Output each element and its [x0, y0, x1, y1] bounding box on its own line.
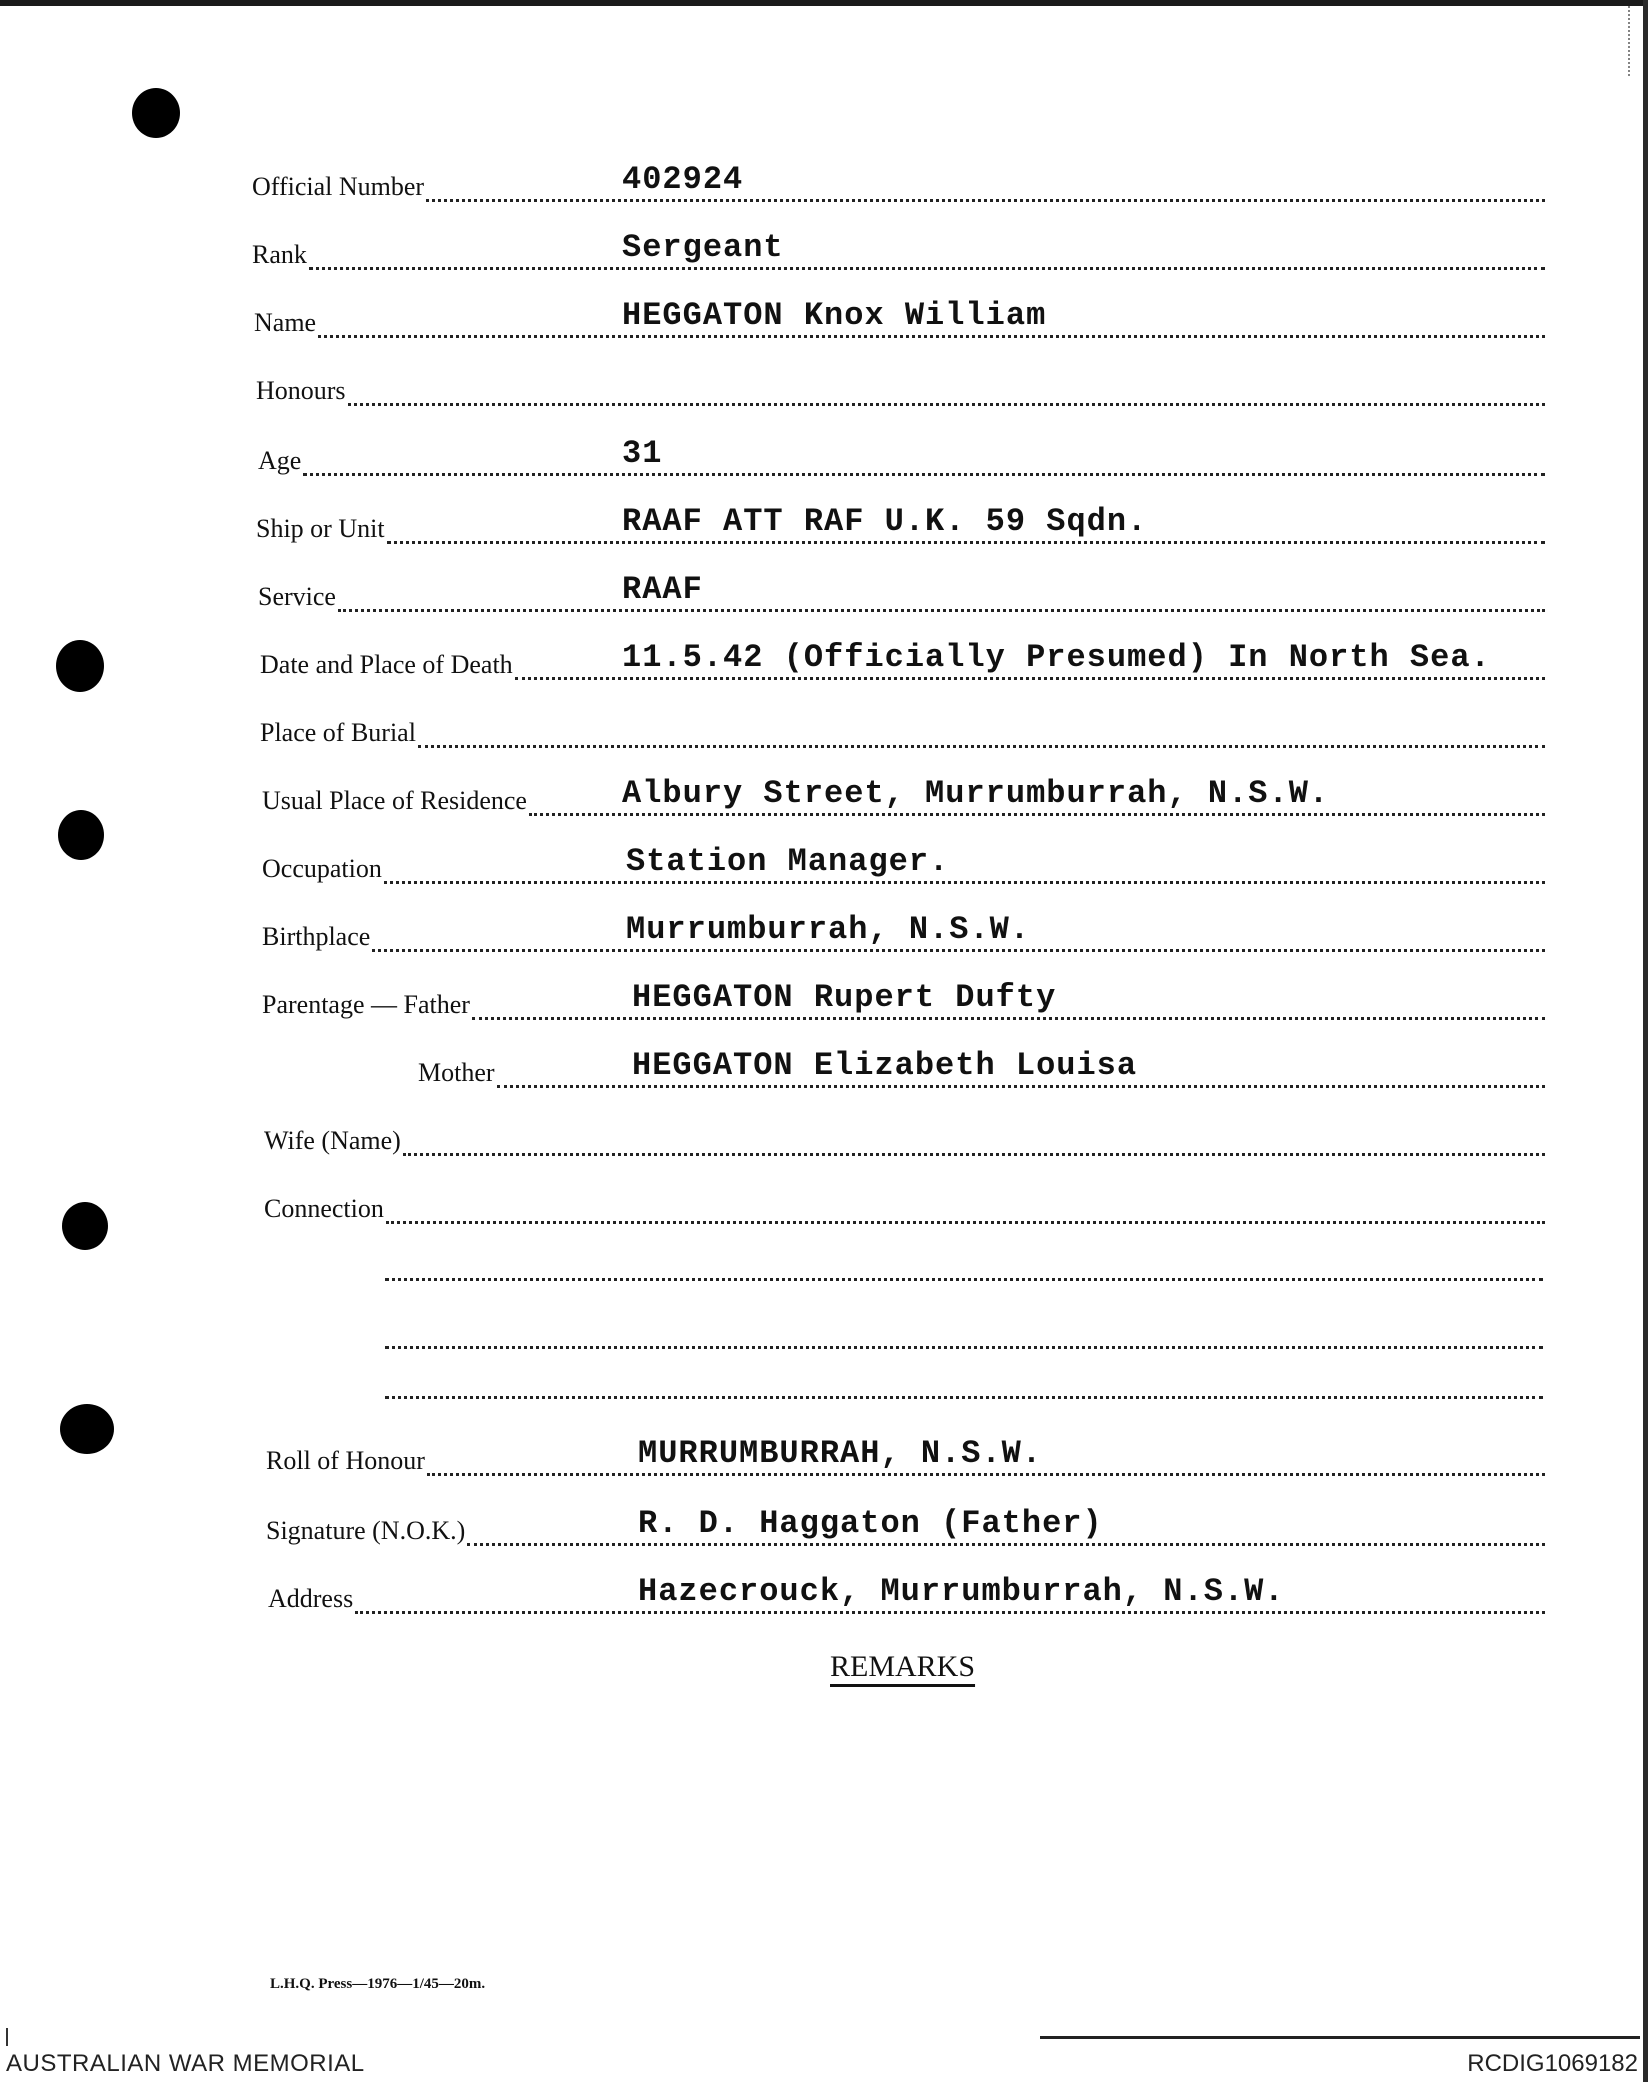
- scan-top-edge: [0, 0, 1648, 6]
- field-row-occupation: [0, 832, 1648, 892]
- field-label: Age: [258, 446, 302, 475]
- dotted-leader: [403, 1153, 1545, 1156]
- field-label: Address: [268, 1584, 354, 1613]
- field-row-ship-or-unit: [0, 492, 1648, 552]
- field-value: R. D. Haggaton (Father): [638, 1505, 1103, 1542]
- dotted-leader: [348, 403, 1545, 406]
- dotted-leader: [355, 1611, 1545, 1614]
- field-value: HEGGATON Knox William: [622, 297, 1047, 334]
- field-label: Roll of Honour: [266, 1446, 425, 1475]
- archive-name: AUSTRALIAN WAR MEMORIAL: [6, 2050, 365, 2077]
- field-row-parentage-father: [0, 968, 1648, 1028]
- field-value: Hazecrouck, Murrumburrah, N.S.W.: [638, 1573, 1285, 1610]
- dotted-leader: [529, 813, 1545, 816]
- field-label: Signature (N.O.K.): [266, 1516, 466, 1545]
- field-label: Parentage — Father: [262, 990, 470, 1019]
- dotted-leader: [384, 881, 1545, 884]
- field-label: Wife (Name): [264, 1126, 401, 1155]
- field-row-signature-n-o-k: [0, 1494, 1648, 1554]
- field-label: Date and Place of Death: [260, 650, 513, 679]
- field-label: Birthplace: [262, 922, 371, 951]
- field-label: Place of Burial: [260, 718, 416, 747]
- field-label: Usual Place of Residence: [262, 786, 527, 815]
- dotted-leader: [426, 199, 1545, 202]
- field-value: Albury Street, Murrumburrah, N.S.W.: [622, 775, 1330, 812]
- dotted-leader: [497, 1085, 1545, 1088]
- field-row-birthplace: [0, 900, 1648, 960]
- field-value: 402924: [622, 161, 744, 198]
- printer-imprint: L.H.Q. Press—1976—1/45—20m.: [270, 1976, 486, 1992]
- field-row-wife-name: [0, 1104, 1648, 1164]
- dotted-leader: [309, 267, 1545, 270]
- field-label: Service: [258, 582, 336, 611]
- dotted-leader: [387, 541, 1545, 544]
- field-row-place-of-burial: [0, 696, 1648, 756]
- scan-edge-specks: [1628, 6, 1640, 76]
- field-row-usual-place-of-residence: [0, 764, 1648, 824]
- dotted-leader: [338, 609, 1545, 612]
- field-label: Occupation: [262, 854, 382, 883]
- field-value: 11.5.42 (Officially Presumed) In North Sea.: [622, 639, 1491, 676]
- dotted-leader: [418, 745, 1545, 748]
- field-row-mother: [0, 1036, 1648, 1096]
- dotted-leader: [467, 1543, 1545, 1546]
- field-label: Name: [254, 308, 317, 337]
- field-row-roll-of-honour: [0, 1424, 1648, 1484]
- field-label: Official Number: [252, 172, 425, 201]
- field-label: Honours: [256, 376, 346, 405]
- dotted-leader: [472, 1017, 1545, 1020]
- field-value: Murrumburrah, N.S.W.: [626, 911, 1031, 948]
- field-value: HEGGATON Rupert Dufty: [632, 979, 1057, 1016]
- field-value: Station Manager.: [626, 843, 950, 880]
- field-row-connection: [0, 1172, 1648, 1232]
- field-label: Connection: [264, 1194, 384, 1223]
- dotted-leader: [372, 949, 1545, 952]
- field-value: RAAF: [622, 571, 703, 608]
- connection-continuation-line: [385, 1278, 1543, 1281]
- dotted-leader: [318, 335, 1545, 338]
- bottom-rule: [1040, 2036, 1640, 2039]
- field-row-name: [0, 286, 1648, 346]
- field-value: 31: [622, 435, 663, 472]
- field-label: Ship or Unit: [256, 514, 385, 543]
- field-row-address: [0, 1562, 1648, 1622]
- field-row-age: [0, 424, 1648, 484]
- field-row-service: [0, 560, 1648, 620]
- field-label: Rank: [252, 240, 307, 269]
- field-value: RAAF ATT RAF U.K. 59 Sqdn.: [622, 503, 1148, 540]
- remarks-heading: REMARKS: [830, 1650, 976, 1683]
- dotted-leader: [303, 473, 1545, 476]
- dotted-leader: [427, 1473, 1545, 1476]
- dotted-leader: [515, 677, 1545, 680]
- punch-hole: [132, 88, 180, 138]
- field-value: Sergeant: [622, 229, 784, 266]
- dotted-leader: [386, 1221, 1545, 1224]
- connection-continuation-line: [385, 1396, 1543, 1399]
- field-row-honours: [0, 354, 1648, 414]
- field-label: Mother: [418, 1058, 495, 1087]
- field-value: MURRUMBURRAH, N.S.W.: [638, 1435, 1043, 1472]
- field-row-date-and-place-of-death: [0, 628, 1648, 688]
- reference-code: RCDIG1069182: [1467, 2050, 1638, 2077]
- field-value: HEGGATON Elizabeth Louisa: [632, 1047, 1138, 1084]
- connection-continuation-line: [385, 1346, 1543, 1349]
- field-row-rank: [0, 218, 1648, 278]
- field-row-official-number: [0, 150, 1648, 210]
- scan-mark: [6, 2028, 8, 2046]
